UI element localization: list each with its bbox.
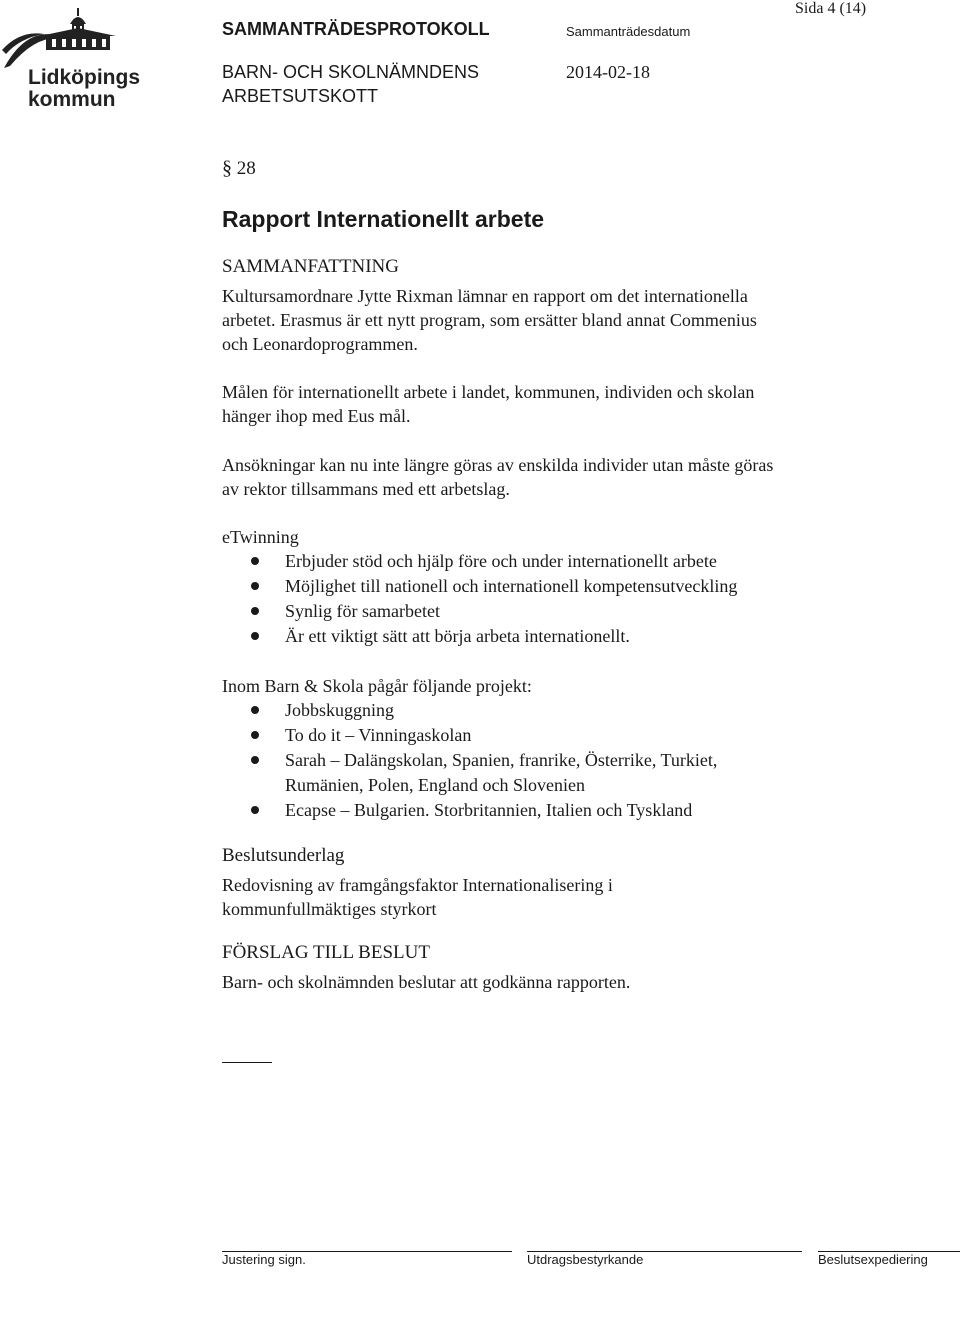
list-item <box>222 698 717 723</box>
committee-name-line2: ARBETSUTSKOTT <box>222 86 379 106</box>
bullet-icon <box>251 706 259 714</box>
logo-text-line1: Lidköpings <box>28 66 140 89</box>
summary-paragraph-3 <box>222 453 773 501</box>
bullet-icon <box>251 557 259 565</box>
list-item <box>222 624 737 649</box>
bullet-icon <box>251 582 259 590</box>
bullet-icon <box>251 806 259 814</box>
proposal-text: Barn- och skolnämnden beslutar att godkänna rapporten. <box>222 972 631 992</box>
proposal-heading: FÖRSLAG TILL BESLUT <box>222 942 430 963</box>
list-item-text: Erbjuder stöd och hjälp före och under internationellt arbete <box>285 551 717 571</box>
etwinning-list <box>222 549 737 649</box>
list-item-text: Möjlighet till nationell och internationell kompetensutveckling <box>285 576 738 596</box>
text-line: Målen för internationellt arbete i landet, kommunen, individen och skolan <box>222 382 755 402</box>
summary-heading: SAMMANFATTNING <box>222 256 399 277</box>
basis-heading: Beslutsunderlag <box>222 845 345 866</box>
summary-paragraph-1 <box>222 284 757 356</box>
text-line: Kultursamordnare Jytte Rixman lämnar en rapport om det internationella <box>222 286 748 306</box>
text-line: av rektor tillsammans med ett arbetslag. <box>222 479 510 499</box>
list-item-text: Är ett viktigt sätt att börja arbeta internationellt. <box>285 626 630 646</box>
meeting-date-label: Sammanträdesdatum <box>566 24 691 39</box>
list-item-text: To do it – Vinningaskolan <box>285 725 472 745</box>
projects-heading: Inom Barn & Skola pågår följande projekt: <box>222 676 532 696</box>
projects-list <box>222 698 717 823</box>
list-item-text: Jobbskuggning <box>285 700 395 720</box>
list-item-text-continued: Rumänien, Polen, England och Slovenien <box>285 775 585 795</box>
footer-excerpt-label: Utdragsbestyrkande <box>527 1252 644 1267</box>
summary-paragraph-2 <box>222 380 754 428</box>
bullet-icon <box>251 756 259 764</box>
text-line: Redovisning av framgångsfaktor Internationalisering i <box>222 875 613 895</box>
list-item <box>222 599 737 624</box>
list-item <box>222 748 717 798</box>
section-number-value: 28 <box>236 158 256 179</box>
bullet-icon <box>251 632 259 640</box>
document-type-title: SAMMANTRÄDESPROTOKOLL <box>222 19 490 39</box>
page-number: Sida 4 (14) <box>795 0 867 17</box>
section-end-rule <box>222 1062 272 1063</box>
section-sign: § <box>222 157 232 179</box>
text-line: kommunfullmäktiges styrkort <box>222 899 437 919</box>
text-line: och Leonardoprogrammen. <box>222 334 418 354</box>
list-item <box>222 798 717 823</box>
list-item-text: Sarah – Dalängskolan, Spanien, franrike, Österrike, Turkiet, <box>285 750 718 770</box>
text-line: hänger ihop med Eus mål. <box>222 406 411 426</box>
text-line: Ansökningar kan nu inte längre göras av enskilda individer utan måste göras <box>222 455 774 475</box>
committee-name-line1: BARN- OCH SKOLNÄMNDENS <box>222 62 480 82</box>
municipality-logo <box>0 0 140 112</box>
list-item-text: Ecapse – Bulgarien. Storbritannien, Italien och Tyskland <box>285 800 693 820</box>
text-line: arbetet. Erasmus är ett nytt program, som ersätter bland annat Commenius <box>222 310 757 330</box>
list-item <box>222 574 737 599</box>
basis-text <box>222 873 613 921</box>
section-number <box>222 157 256 180</box>
bullet-icon <box>251 731 259 739</box>
logo-text-line2: kommun <box>28 88 116 111</box>
meeting-date: 2014-02-18 <box>566 62 650 82</box>
etwinning-heading: eTwinning <box>222 527 299 547</box>
bullet-icon <box>251 607 259 615</box>
list-item <box>222 549 737 574</box>
footer-dispatch-label: Beslutsexpediering <box>818 1252 928 1267</box>
list-item-text: Synlig för samarbetet <box>285 601 440 621</box>
section-title: Rapport Internationellt arbete <box>222 206 545 232</box>
footer-sign-label: Justering sign. <box>222 1252 306 1267</box>
list-item <box>222 723 717 748</box>
